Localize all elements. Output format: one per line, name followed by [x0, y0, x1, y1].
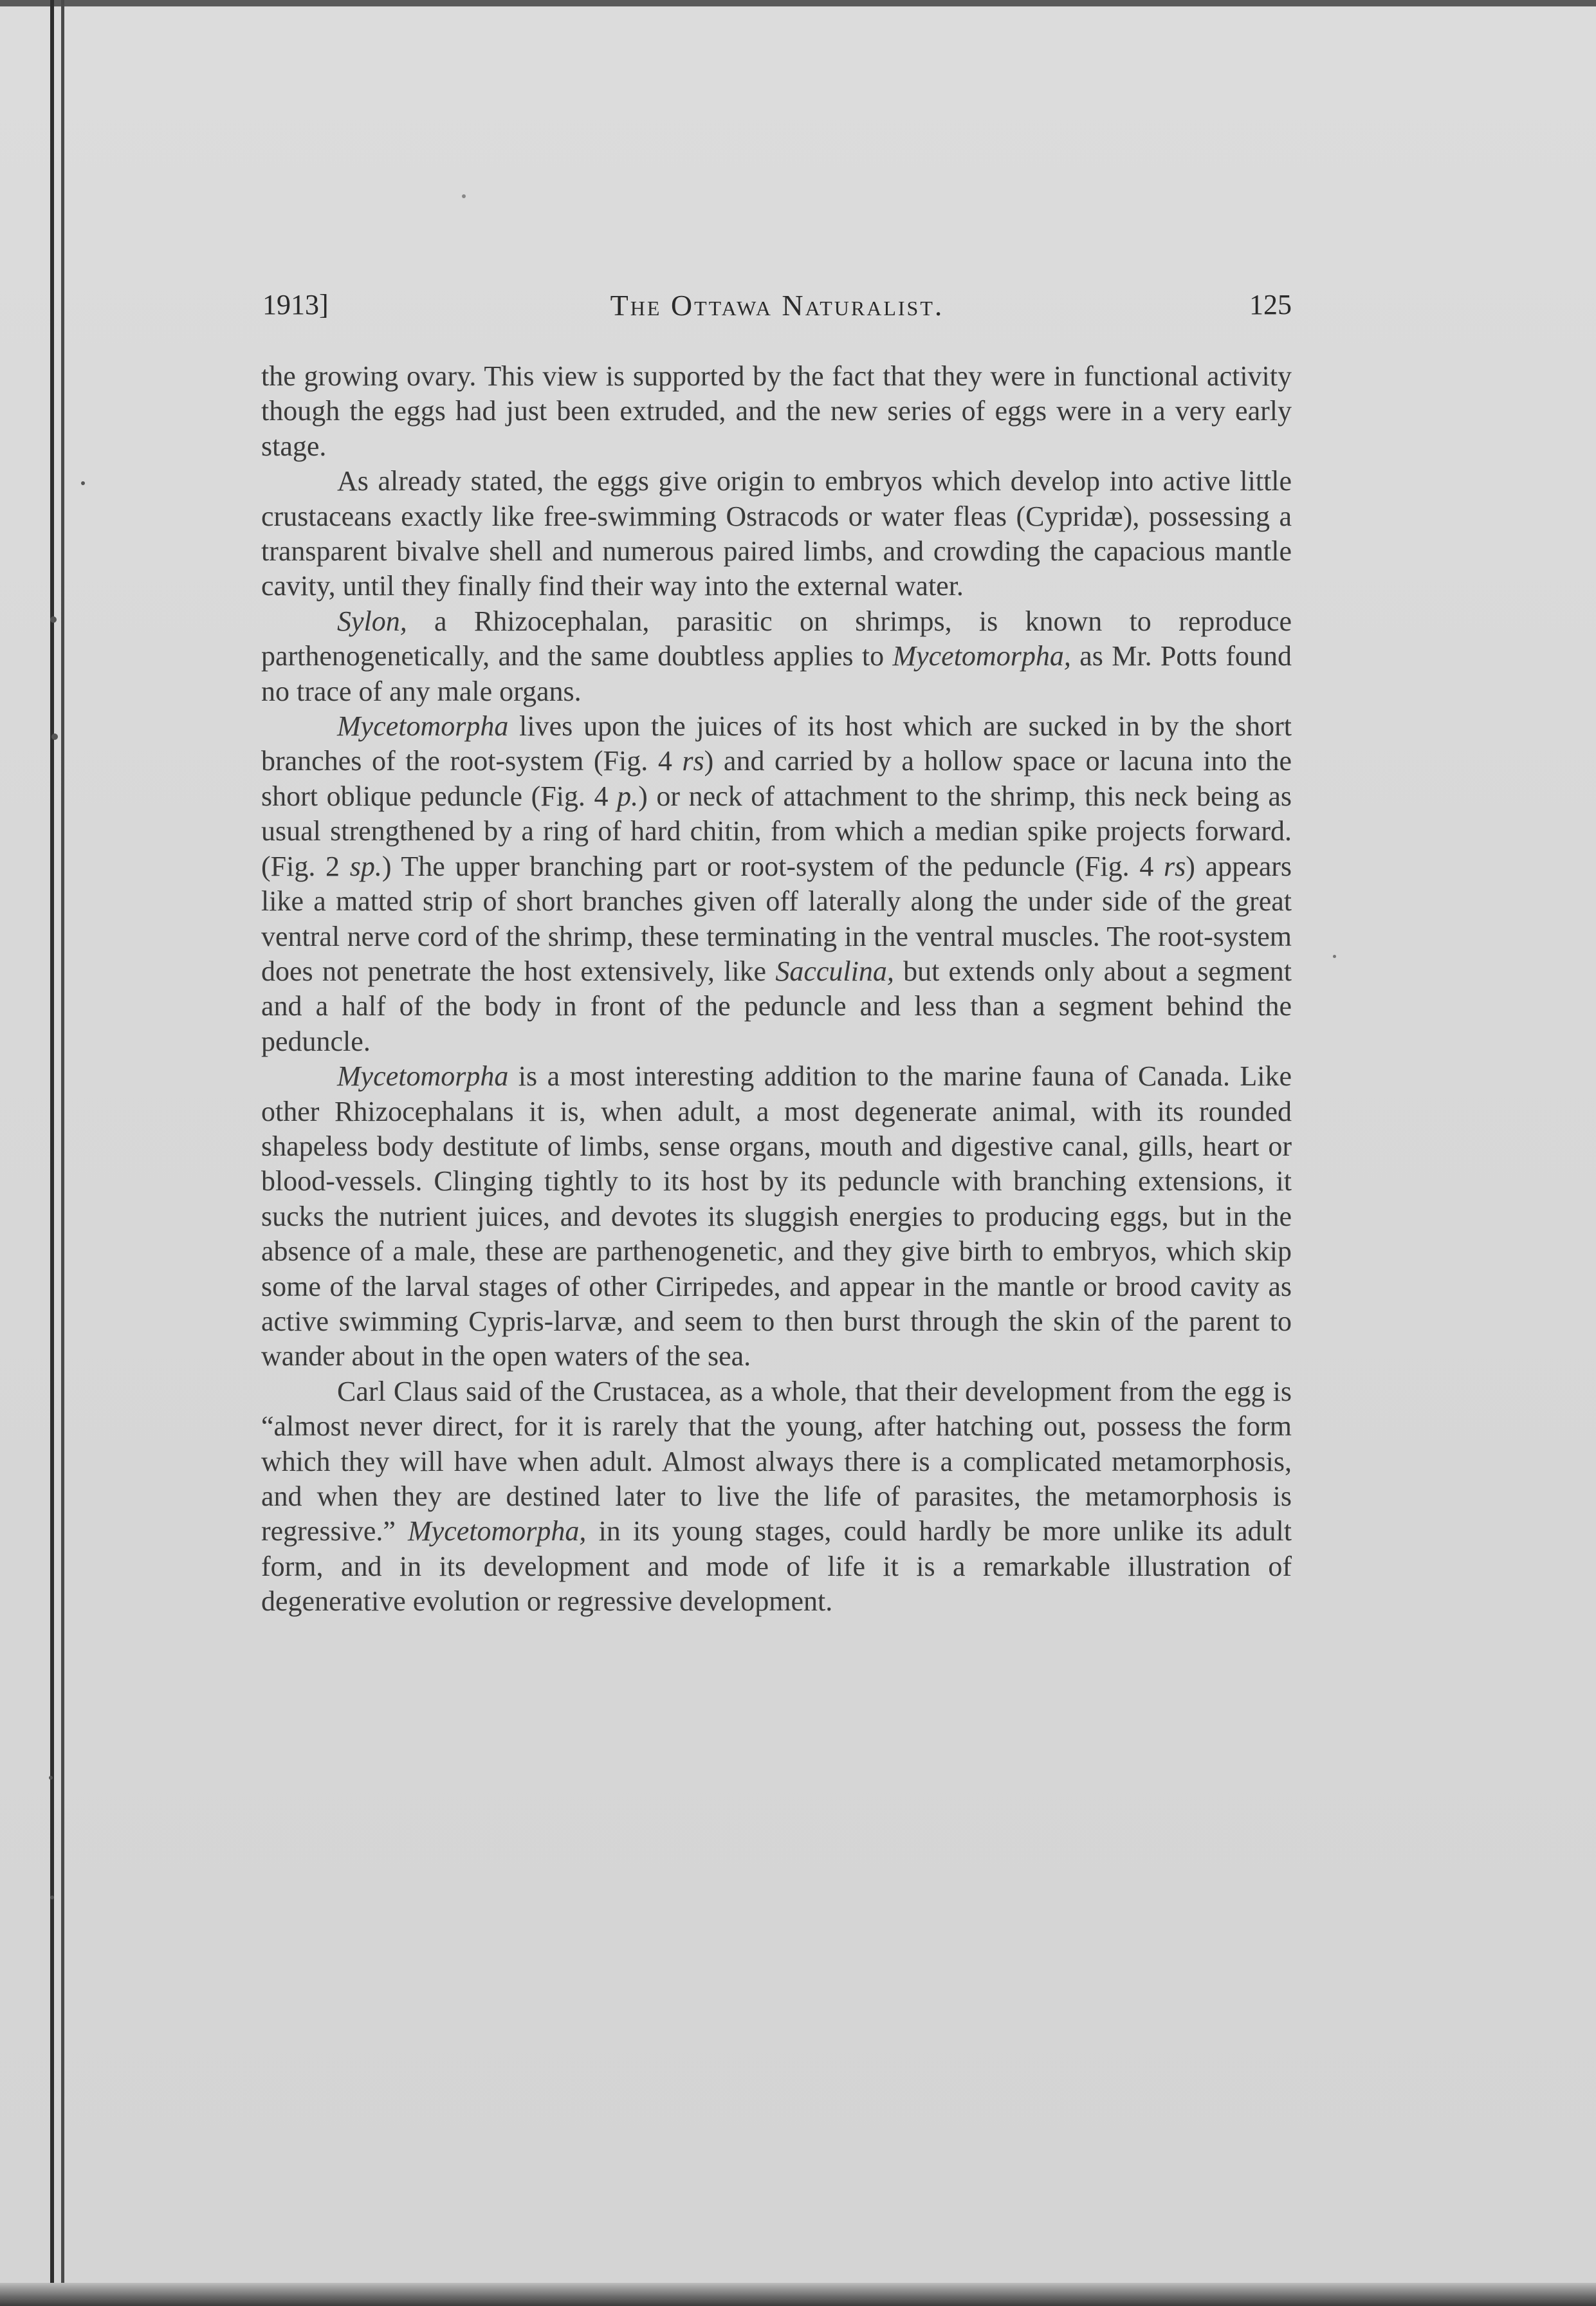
scan-speck: [50, 1896, 54, 1899]
paragraph: [261, 604, 1292, 709]
italic-run: rs: [682, 745, 704, 777]
binding-rule-outer: [50, 0, 54, 2306]
text-run: ) appears like a matted strip of short branches given off laterally along the under side of the great ventral nerve cord of the shrimp, these terminating in the ventral muscles. The root-system does not penetrate the host extensively, like: [261, 850, 1292, 987]
scan-speck: [1333, 955, 1336, 958]
italic-run: Mycetomorpha: [337, 1060, 509, 1093]
scan-top-edge: [0, 0, 1596, 6]
italic-run: rs: [1164, 850, 1186, 882]
italic-run: Sylon,: [337, 605, 407, 637]
text-run: lives upon the juices of its host which are sucked in by the short branches of the root-system (Fig. 4: [261, 710, 1292, 777]
binding-rule-inner: [61, 0, 64, 2306]
paragraph: [261, 709, 1292, 1059]
text-run: is a most interesting addition to the marine fauna of Canada. Like other Rhizocephalans it is, when adult, a most degenerate animal, with its rounded shapeless body destitute of limbs, sense organs, mouth and digestive canal, gills, heart or blood-vessels. Clinging tightly to its host by its peduncle with branching extensions, it sucks the nutrient juices, and devotes its sluggish energies to producing eggs, but in the absence of a male, these are parthenogenetic, and they give birth to embryos, which skip some of the larval stages of other Cirripedes, and appear in the mantle or brood cavity as active swimming Cypris-larvæ, and seem to then burst through the skin of the parent to wander about in the open waters of the sea.: [261, 1060, 1292, 1372]
paragraph: [261, 359, 1292, 464]
text-run: As already stated, the eggs give origin to embryos which develop into active little crustaceans exactly like free-swimming Ostracods or water fleas (Cypridæ), possessing a transparent bivalve shell and numerous paired limbs, and crowding the capacious mantle cavity, until they finally find their way into the external water.: [261, 465, 1292, 602]
scan-speck: [50, 616, 57, 623]
italic-run: p.: [617, 780, 639, 812]
italic-run: Mycetomorpha,: [408, 1515, 587, 1547]
paragraph: [261, 464, 1292, 604]
paragraph: [261, 1374, 1292, 1619]
text-run: in its young stages, could hardly be more unlike its adult form, and in its development and mode of life it is a remarkable illustration of degenerative evolution or regressive development.: [261, 1515, 1292, 1618]
text-run: ) or neck of attachment to the shrimp, this neck being as usual strengthened by a ring of hard chitin, from which a median spike projects forward. (Fig. 2: [261, 780, 1292, 882]
italic-run: Sacculina,: [775, 955, 894, 987]
article-body: [261, 359, 1292, 1619]
italic-run: sp.: [349, 850, 382, 882]
scan-speck: [462, 194, 466, 198]
text-run: a Rhizocephalan, parasitic on shrimps, is known to reproduce parthenogenetically, and the same doubtless applies to: [261, 605, 1292, 672]
text-run: the growing ovary. This view is supported by the fact that they were in functional activity though the eggs had just been extruded, and the new series of eggs were in a very early stage.: [261, 360, 1292, 462]
paragraph: [261, 1059, 1292, 1374]
text-run: as Mr. Potts found no trace of any male organs.: [261, 640, 1292, 707]
italic-run: Mycetomorpha: [337, 710, 509, 743]
italic-run: Mycetomorpha,: [892, 640, 1071, 672]
running-head: [262, 288, 1292, 327]
text-run: but extends only about a segment and a half of the body in front of the peduncle and less than a segment behind the peduncle.: [261, 955, 1292, 1057]
scan-speck: [51, 733, 58, 740]
journal-title: The Ottawa Naturalist.: [610, 289, 944, 322]
text-run: Carl Claus said of the Crustacea, as a whole, that their development from the egg is “almost never direct, for it is rarely that the young, after hatching out, possess the form which they will have when adult. Almost always there is a complicated metamorphosis, and when they are destined later to live the life of parasites, the metamorphosis is regressive.”: [261, 1375, 1292, 1547]
scan-bottom-edge: [0, 2283, 1596, 2306]
scan-speck: [81, 481, 85, 485]
page-number: 125: [1249, 289, 1292, 320]
header-year: 1913]: [262, 289, 329, 320]
text-run: ) and carried by a hollow space or lacuna into the short oblique peduncle (Fig. 4: [261, 745, 1292, 812]
scan-speck: [49, 1776, 53, 1780]
text-run: ) The upper branching part or root-system of the peduncle (Fig. 4: [381, 850, 1164, 882]
